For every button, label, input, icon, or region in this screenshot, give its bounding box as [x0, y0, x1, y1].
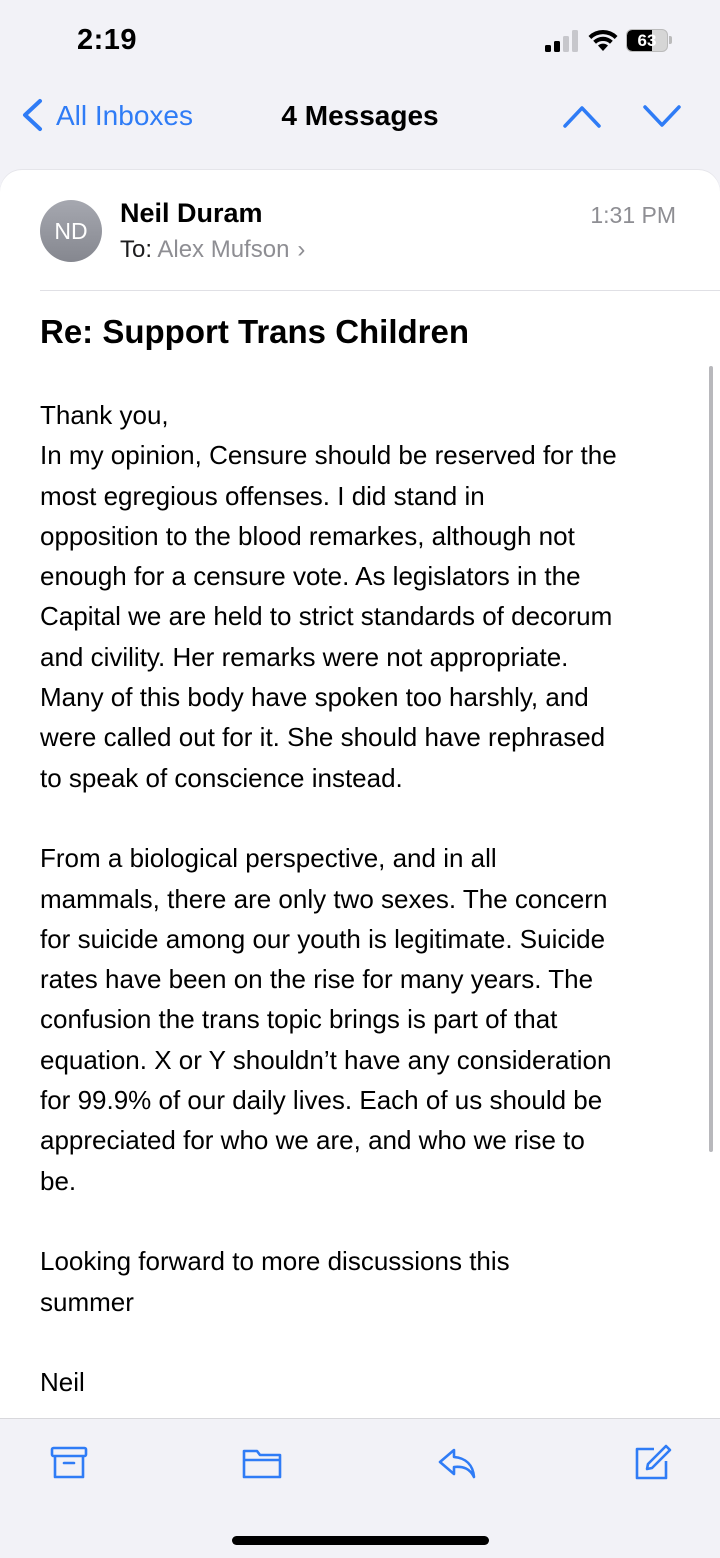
recipient-name[interactable]: Alex Mufson [157, 236, 290, 263]
wifi-icon [588, 28, 618, 52]
body-line: From a biological perspective, and in all [40, 843, 497, 874]
archive-icon[interactable] [49, 1443, 89, 1483]
compose-icon[interactable] [632, 1443, 672, 1483]
body-line: to speak of conscience instead. [40, 762, 403, 793]
folder-icon[interactable] [242, 1443, 282, 1483]
body-line: be. [40, 1165, 77, 1196]
scroll-indicator[interactable] [709, 366, 713, 1152]
back-to-all-inboxes-button[interactable]: All Inboxes [56, 100, 193, 131]
message-time: 1:31 PM [590, 202, 676, 228]
body-line: opposition to the blood remarkes, although not [40, 520, 575, 551]
body-line: Looking forward to more discussions this [40, 1246, 510, 1277]
body-blank-line [40, 1201, 690, 1241]
cellular-signal-icon [545, 30, 579, 52]
body-line: Thank you, [40, 400, 169, 430]
sender-avatar[interactable]: ND [40, 200, 102, 262]
body-line: In my opinion, Censure should be reserved for the [40, 440, 617, 471]
nav-title-text: 4 Messages [281, 100, 439, 131]
body-line: appreciated for who we are, and who we rise to [40, 1125, 585, 1156]
navigation-bar [0, 80, 720, 154]
body-line: were called out for it. She should have rephrased [40, 722, 606, 753]
message-card [0, 170, 720, 1418]
battery-icon [626, 29, 674, 52]
chevron-right-icon: › [297, 236, 306, 263]
body-line: Many of this body have spoken too harshly, and [40, 682, 589, 713]
status-time: 2:19 [77, 24, 138, 56]
body-line: mammals, there are only two sexes. The concern [40, 883, 608, 914]
body-line: most egregious offenses. I did stand in [40, 480, 485, 511]
body-line: enough for a censure vote. As legislators in the [40, 561, 581, 592]
sender-name[interactable]: Neil Duram [120, 198, 263, 228]
body-line: rates have been on the rise for many years. The [40, 964, 594, 995]
body-line: and civility. Her remarks were not appropriate. [40, 641, 569, 672]
body-blank-line [40, 798, 690, 838]
body-line: equation. X or Y shouldn’t have any consideration [40, 1044, 612, 1075]
body-blank-line [40, 1322, 690, 1362]
next-message-chevron-down-icon[interactable] [642, 102, 682, 130]
status-bar [0, 0, 720, 80]
body-line: for 99.9% of our daily lives. Each of us should be [40, 1085, 603, 1116]
body-line: Neil [40, 1367, 85, 1398]
message-subject: Re: Support Trans Children [40, 313, 470, 350]
body-line: summer [40, 1286, 134, 1317]
previous-message-chevron-up-icon[interactable] [562, 102, 602, 130]
thread-message-count [0, 100, 720, 132]
battery-level: 63 [637, 31, 657, 50]
home-indicator[interactable] [232, 1536, 489, 1545]
recipient-line[interactable] [120, 236, 305, 264]
message-body [40, 395, 690, 1402]
body-line: Capital we are held to strict standards of decorum [40, 601, 613, 632]
to-label: To: [120, 236, 153, 263]
body-line: for suicide among our youth is legitimate. Suicide [40, 923, 606, 954]
body-line: confusion the trans topic brings is part of that [40, 1004, 558, 1035]
reply-icon[interactable] [437, 1443, 477, 1483]
header-divider [40, 290, 720, 291]
